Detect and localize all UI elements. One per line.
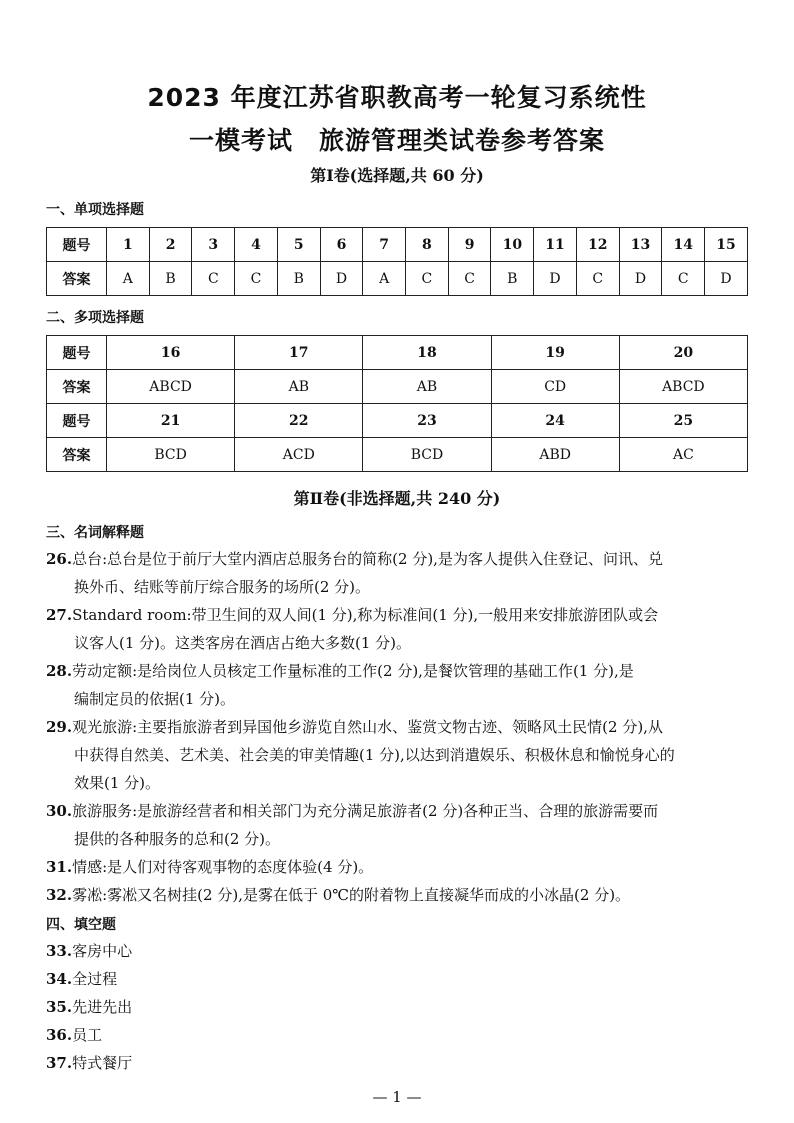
item-text: 客房中心 [72, 942, 133, 960]
answer-cell: BCD [363, 438, 491, 472]
answer-cell: ABCD [619, 370, 747, 404]
table-row-question-numbers [47, 228, 748, 262]
item-number: 28. [46, 662, 73, 680]
answer-cell: B [149, 262, 192, 296]
row-label-answer: 答案 [47, 438, 107, 472]
answer-cell: C [406, 262, 449, 296]
answer-cell: C [192, 262, 235, 296]
item-text: 雾凇:雾凇又名树挂(2 分),是雾在低于 0℃的附着物上直接凝华而成的小冰晶(2 分)。 [72, 886, 631, 904]
answer-cell: D [619, 262, 662, 296]
item-number: 26. [46, 550, 73, 568]
answer-cell: C [576, 262, 619, 296]
list-item [46, 713, 752, 797]
answer-cell: CD [491, 370, 619, 404]
row-label-answer: 答案 [47, 262, 107, 296]
question-number: 13 [619, 228, 662, 262]
question-number: 9 [448, 228, 491, 262]
question-number: 12 [576, 228, 619, 262]
item-text-continued: 议客人(1 分)。这类客房在酒店占绝大多数(1 分)。 [74, 634, 412, 652]
question-number: 18 [363, 336, 491, 370]
list-item [46, 853, 752, 881]
question-number: 23 [363, 404, 491, 438]
table-row-answers [47, 262, 748, 296]
item-text-continued: 中获得自然美、艺术美、社会美的审美情趣(1 分),以达到消遣娱乐、积极休息和愉悦身心的 [74, 746, 675, 764]
item-text: 情感:是人们对待客观事物的态度体验(4 分)。 [72, 858, 374, 876]
part1-heading: 第Ⅰ卷(选择题,共 60 分) [310, 166, 484, 185]
answer-cell: A [107, 262, 150, 296]
list-item [46, 1049, 132, 1077]
item-text-continued: 效果(1 分)。 [74, 774, 161, 792]
list-item [46, 601, 752, 657]
question-number: 17 [235, 336, 363, 370]
answer-cell: D [534, 262, 577, 296]
answer-cell: B [277, 262, 320, 296]
list-item [46, 937, 132, 965]
item-text: 先进先出 [72, 998, 133, 1016]
single-choice-answer-table [46, 227, 748, 296]
item-number: 36. [46, 1026, 73, 1044]
item-text-continued: 提供的各种服务的总和(2 分)。 [74, 830, 281, 848]
item-text: 全过程 [72, 970, 118, 988]
list-item [46, 993, 132, 1021]
item-text-continued: 换外币、结账等前厅综合服务的场所(2 分)。 [74, 578, 371, 596]
answer-cell: AB [363, 370, 491, 404]
question-number: 6 [320, 228, 363, 262]
question-number: 22 [235, 404, 363, 438]
item-number: 27. [46, 606, 73, 624]
section2-heading: 二、多项选择题 [46, 310, 144, 326]
row-label-question: 题号 [47, 404, 107, 438]
question-number: 25 [619, 404, 747, 438]
item-number: 31. [46, 858, 73, 876]
question-number: 19 [491, 336, 619, 370]
question-number: 11 [534, 228, 577, 262]
part2-heading: 第Ⅱ卷(非选择题,共 240 分) [293, 489, 501, 508]
list-item [46, 797, 752, 853]
item-number: 30. [46, 802, 73, 820]
answer-cell: BCD [107, 438, 235, 472]
item-number: 34. [46, 970, 73, 988]
item-text: Standard room:带卫生间的双人间(1 分),称为标准间(1 分),一般用来安排旅游团队或会 [72, 606, 659, 624]
item-text: 劳动定额:是给岗位人员核定工作量标准的工作(2 分),是餐饮管理的基础工作(1 分),是 [72, 662, 634, 680]
item-number: 35. [46, 998, 73, 1016]
row-label-answer: 答案 [47, 370, 107, 404]
answer-cell: D [320, 262, 363, 296]
question-number: 5 [277, 228, 320, 262]
question-number: 1 [107, 228, 150, 262]
row-label-question: 题号 [47, 336, 107, 370]
question-number: 15 [705, 228, 748, 262]
question-number: 4 [235, 228, 278, 262]
answer-cell: C [448, 262, 491, 296]
item-text: 旅游服务:是旅游经营者和相关部门为充分满足旅游者(2 分)各种正当、合理的旅游需要而 [72, 802, 659, 820]
question-number: 3 [192, 228, 235, 262]
item-text: 观光旅游:主要指旅游者到异国他乡游览自然山水、鉴赏文物古迹、领略风土民情(2 分),从 [72, 718, 663, 736]
page-number: — 1 — [372, 1088, 422, 1106]
answer-cell: ACD [235, 438, 363, 472]
table-row-answers [47, 438, 748, 472]
page-title-line2: 一模考试 旅游管理类试卷参考答案 [188, 126, 605, 155]
answer-cell: AC [619, 438, 747, 472]
item-number: 37. [46, 1054, 73, 1072]
question-number: 7 [363, 228, 406, 262]
multiple-choice-answer-table [46, 335, 748, 472]
list-item [46, 881, 752, 909]
table-row-question-numbers [47, 404, 748, 438]
item-text: 总台:总台是位于前厅大堂内酒店总服务台的简称(2 分),是为客人提供入住登记、问讯、兑 [72, 550, 663, 568]
answer-cell: AB [235, 370, 363, 404]
answer-cell: D [705, 262, 748, 296]
item-text: 特式餐厅 [72, 1054, 133, 1072]
question-number: 10 [491, 228, 534, 262]
question-number: 14 [662, 228, 705, 262]
question-number: 20 [619, 336, 747, 370]
list-item [46, 545, 752, 601]
section4-heading: 四、填空题 [46, 917, 116, 933]
answer-cell: ABCD [107, 370, 235, 404]
table-row-answers [47, 370, 748, 404]
question-number: 21 [107, 404, 235, 438]
page-title-line1: 2023 年度江苏省职教高考一轮复习系统性 [147, 83, 647, 112]
answer-cell: A [363, 262, 406, 296]
answer-cell: C [235, 262, 278, 296]
item-number: 29. [46, 718, 73, 736]
answer-cell: C [662, 262, 705, 296]
answer-cell: ABD [491, 438, 619, 472]
section1-heading: 一、单项选择题 [46, 202, 144, 218]
row-label-question: 题号 [47, 228, 107, 262]
list-item [46, 1021, 102, 1049]
answer-cell: B [491, 262, 534, 296]
table-row-question-numbers [47, 336, 748, 370]
question-number: 2 [149, 228, 192, 262]
item-text-continued: 编制定员的依据(1 分)。 [74, 690, 236, 708]
question-number: 24 [491, 404, 619, 438]
question-number: 16 [107, 336, 235, 370]
section3-heading: 三、名词解释题 [46, 525, 144, 541]
item-number: 32. [46, 886, 73, 904]
item-text: 员工 [72, 1026, 103, 1044]
list-item [46, 965, 117, 993]
list-item [46, 657, 752, 713]
item-number: 33. [46, 942, 73, 960]
question-number: 8 [406, 228, 449, 262]
